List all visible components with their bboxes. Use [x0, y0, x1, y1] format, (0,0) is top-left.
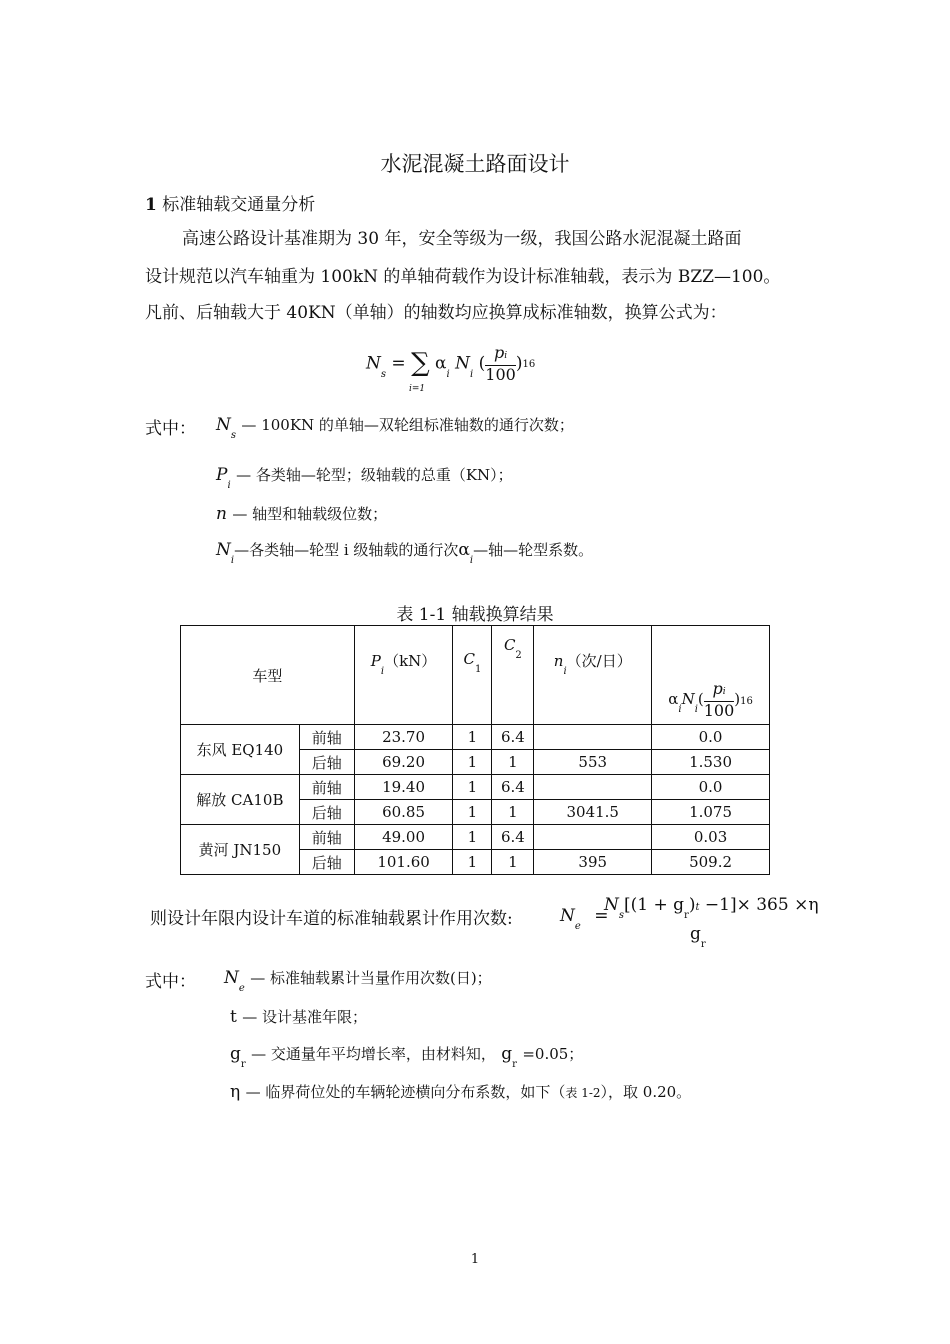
cell-result: 0.0: [652, 775, 770, 800]
cell-axle: 后轴: [299, 800, 354, 825]
header-symbol: α: [668, 690, 679, 708]
definition-text: ），取 0.20。: [600, 1083, 692, 1101]
where-label: 式中：: [145, 419, 196, 439]
table-header-row: [181, 626, 770, 725]
definition-symbol: N: [224, 968, 239, 988]
header-c1: [453, 626, 492, 725]
cell-vehicle: 解放 CA10B: [181, 775, 300, 825]
cell-vehicle: 黄河 JN150: [181, 825, 300, 875]
formula-subscript: i: [446, 368, 450, 380]
cell-n: [534, 725, 652, 750]
cell-c2: 6.4: [492, 725, 534, 750]
header-vehicle: 车型: [181, 626, 355, 725]
definition-subscript: e: [238, 983, 245, 994]
cell-axle: 后轴: [299, 850, 354, 875]
cell-p: 49.00: [354, 825, 453, 850]
cell-c1: 1: [453, 850, 492, 875]
cell-p: 23.70: [354, 725, 453, 750]
header-unit: （次/日）: [566, 652, 632, 670]
cell-n: 553: [534, 750, 652, 775]
definition-text: — 各类轴—轮型；级轴载的总重（KN）；: [236, 466, 513, 484]
section-heading-text: 标准轴载交通量分析: [162, 195, 316, 215]
cell-n: 3041.5: [534, 800, 652, 825]
table-reference: 表 1-2: [565, 1086, 601, 1100]
paragraph-line-1: 高速公路设计基准期为 30 年，安全等级为一级，我国公路水泥混凝土路面: [182, 229, 742, 249]
cell-p: 69.20: [354, 750, 453, 775]
cell-c2: 1: [492, 750, 534, 775]
section-number: 1: [145, 195, 157, 215]
definition-symbol: N: [216, 415, 231, 435]
formula-subscript: r: [684, 910, 689, 921]
cell-c1: 1: [453, 775, 492, 800]
cell-result: 1.075: [652, 800, 770, 825]
definition-text: — 交通量年平均增长率，由材料知，: [251, 1045, 496, 1063]
cell-c2: 6.4: [492, 825, 534, 850]
cell-result: 509.2: [652, 850, 770, 875]
formula-subscript: s: [618, 910, 625, 921]
formula-cumulative-denominator: [690, 924, 706, 950]
definition-subscript: r: [512, 1059, 517, 1070]
fraction-denominator: 100: [703, 701, 735, 720]
table-row: [181, 825, 770, 850]
cell-result: 0.0: [652, 725, 770, 750]
header-symbol: N: [681, 690, 695, 708]
definition-symbol: η: [230, 1082, 241, 1102]
definition-subscript: i: [469, 555, 474, 566]
definition-text: =0.05；: [522, 1045, 584, 1063]
cell-c1: 1: [453, 725, 492, 750]
cell-vehicle: 东风 EQ140: [181, 725, 300, 775]
fraction-numerator: p: [493, 343, 505, 362]
definition-subscript: i: [230, 555, 235, 566]
cell-n: [534, 775, 652, 800]
header-p: [354, 626, 453, 725]
formula-symbol: N: [604, 895, 619, 915]
formula-exponent: 16: [522, 358, 536, 370]
formula-symbol: N: [560, 906, 575, 926]
header-n: [534, 626, 652, 725]
formula-paren: ): [515, 353, 523, 374]
formula-exponent: t: [695, 902, 700, 913]
definition-text: — 标准轴载累计当量作用次数(日)；: [250, 969, 492, 987]
definition-ni: [216, 539, 594, 566]
definition-pi: [216, 464, 513, 491]
formula-paren: (: [478, 353, 486, 374]
definition-ns: [216, 414, 574, 441]
definition-text: — 临界荷位处的车辆轮迹横向分布系数，如下（: [245, 1083, 566, 1101]
paragraph-line-2: 设计规范以汽车轴重为 100kN 的单轴荷载作为设计标准轴载，表示为 BZZ—100。: [145, 267, 781, 287]
header-exponent: 16: [740, 696, 753, 707]
formula-subscript: s: [380, 368, 387, 380]
definition-text: — 轴型和轴载级位数；: [232, 505, 388, 523]
cell-result: 0.03: [652, 825, 770, 850]
header-c2: [492, 626, 534, 725]
table-caption: 表 1-1 轴载换算结果: [396, 605, 554, 625]
sum-symbol: ∑: [411, 347, 430, 378]
sum-lower-limit: i=1: [409, 384, 426, 394]
definition-symbol: N: [216, 540, 231, 560]
cell-n: [534, 825, 652, 850]
cell-result: 1.530: [652, 750, 770, 775]
definition-subscript: s: [230, 430, 237, 441]
page-number: 1: [470, 1252, 480, 1267]
definition-text: — 设计基准年限；: [242, 1008, 368, 1026]
cell-axle: 前轴: [299, 825, 354, 850]
formula-text: [(1 + g: [624, 895, 685, 915]
paragraph-line-3: 凡前、后轴载大于 40KN（单轴）的轴数均应换算成标准轴数，换算公式为：: [145, 303, 727, 323]
cell-n: 395: [534, 850, 652, 875]
formula-subscript: e: [574, 921, 581, 932]
header-result: $\alpha_iN_i$( $\frac{pi}{100}$ )16: [652, 626, 770, 725]
header-symbol: n: [553, 652, 564, 670]
definition-symbol: n: [216, 504, 227, 524]
fraction-numerator: p: [712, 679, 723, 698]
table-row: [181, 725, 770, 750]
definition-subscript: r: [240, 1059, 246, 1070]
header-subscript: 1: [475, 664, 482, 675]
formula-symbol: N: [366, 353, 381, 374]
definition-n: [216, 503, 387, 524]
header-subscript: i: [678, 704, 682, 715]
definition-symbol: α: [458, 540, 470, 560]
cell-p: 101.60: [354, 850, 453, 875]
definition-gr: [230, 1043, 584, 1070]
header-unit: （kN）: [384, 652, 437, 670]
table-row: [181, 775, 770, 800]
formula-cumulative-numerator: [604, 895, 819, 921]
header-symbol: C: [463, 650, 475, 668]
axle-conversion-table: [180, 625, 770, 875]
formula-equals: =: [391, 353, 406, 374]
cell-c1: 1: [453, 825, 492, 850]
definition-symbol: t: [230, 1007, 237, 1027]
definition-eta: [230, 1081, 691, 1102]
fraction-denominator: 100: [485, 365, 516, 384]
cell-c2: 1: [492, 800, 534, 825]
formula-subscript: r: [700, 939, 706, 950]
header-subscript: i: [694, 704, 698, 715]
where-label-2: 式中：: [145, 972, 196, 992]
cell-axle: 前轴: [299, 725, 354, 750]
definition-symbol: g: [230, 1044, 241, 1064]
formula-alpha: α: [435, 353, 447, 374]
definition-subscript: i: [227, 480, 231, 491]
formula-subscript: i: [504, 351, 508, 361]
definition-text: —各类轴—轮型 i 级轴载的通行次: [234, 541, 459, 559]
formula-cumulative-lhs: [560, 906, 609, 932]
cell-axle: 前轴: [299, 775, 354, 800]
definition-t: [230, 1006, 367, 1027]
header-subscript: i: [722, 687, 726, 697]
page-title: 水泥混凝土路面设计: [380, 152, 570, 176]
header-subscript: i: [380, 666, 385, 677]
header-fraction: [704, 680, 735, 720]
cell-c1: 1: [453, 800, 492, 825]
cell-c1: 1: [453, 750, 492, 775]
cumulative-intro: 则设计年限内设计车道的标准轴载累计作用次数:: [150, 909, 513, 929]
cell-axle: 后轴: [299, 750, 354, 775]
header-subscript: 2: [515, 650, 522, 661]
definition-text: —轴—轮型系数。: [473, 541, 594, 559]
section-heading: [145, 190, 315, 215]
formula-standard-axle: [366, 344, 535, 384]
definition-symbol: P: [216, 465, 228, 485]
formula-fraction: [485, 344, 516, 384]
definition-text: — 100KN 的单轴—双轮组标准轴数的通行次数；: [241, 416, 574, 434]
cell-c2: 6.4: [492, 775, 534, 800]
cell-p: 19.40: [354, 775, 453, 800]
formula-symbol: N: [455, 353, 471, 374]
formula-equals: =: [594, 906, 609, 926]
definition-ne: [224, 967, 492, 994]
header-symbol: P: [370, 652, 381, 670]
formula-symbol: g: [690, 924, 701, 944]
definition-symbol: g: [501, 1044, 513, 1064]
cell-p: 60.85: [354, 800, 453, 825]
header-subscript: i: [563, 666, 567, 677]
formula-text: ): [688, 895, 696, 915]
formula-text: −1]× 365 ×η: [699, 895, 819, 915]
cell-c2: 1: [492, 850, 534, 875]
header-symbol: C: [503, 636, 516, 654]
formula-subscript: i: [470, 368, 474, 380]
